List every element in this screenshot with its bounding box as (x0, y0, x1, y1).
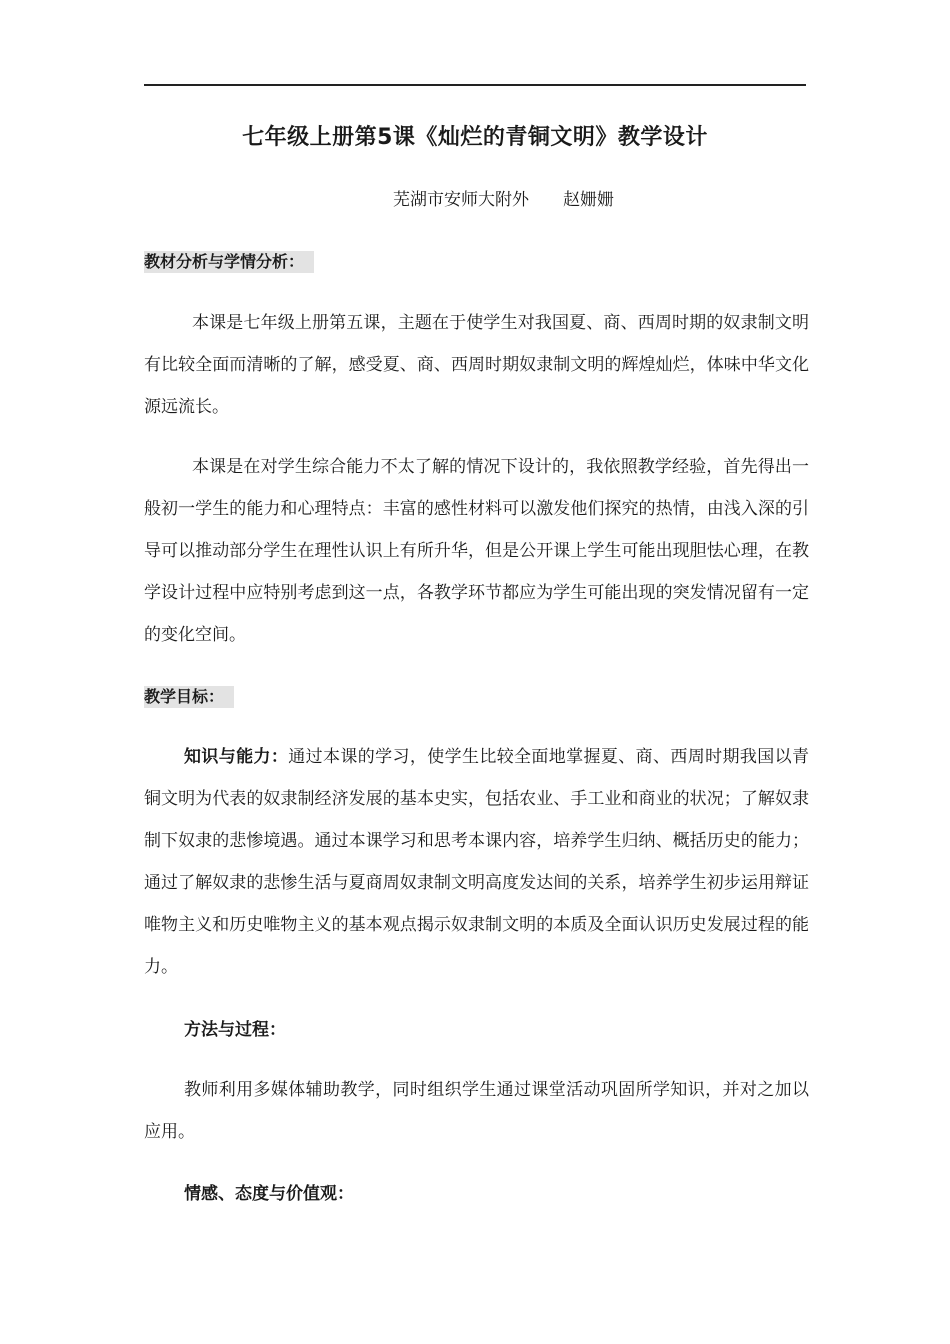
paragraph-analysis-2: 本课是在对学生综合能力不太了解的情况下设计的，我依照教学经验，首先得出一般初一学生的能力和心理特点：丰富的感性材料可以激发他们探究的热情，由浅入深的引导可以推动部分学生在理性认识上有所升华，但是公开课上学生可能出现胆怯心理，在教学设计过程中应特别考虑到这一点，各教学环节都应为学生可能出现的突发情况留有一定的变化空间。 (144, 457, 809, 645)
header-rule (144, 84, 806, 86)
method-label: 方法与过程： (184, 1020, 286, 1040)
paragraph-knowledge (144, 736, 809, 988)
paragraph-analysis-1: 本课是七年级上册第五课，主题在于使学生对我国夏、商、西周时期的奴隶制文明有比较全面而清晰的了解，感受夏、商、西周时期奴隶制文明的辉煌灿烂，体味中华文化源远流长。 (144, 313, 809, 417)
emotion-label: 情感、态度与价值观： (184, 1184, 354, 1204)
author-line: 芜湖市安师大附外 赵姗姗 (393, 190, 614, 210)
document-title: 七年级上册第5课《灿烂的青铜文明》教学设计 (242, 125, 708, 150)
section-heading-analysis: 教材分析与学情分析： (144, 251, 314, 273)
section-heading-objectives: 教学目标： (144, 686, 234, 708)
knowledge-label: 知识与能力： (184, 747, 289, 767)
paragraph-method: 教师利用多媒体辅助教学，同时组织学生通过课堂活动巩固所学知识，并对之加以应用。 (144, 1080, 809, 1142)
knowledge-text: 通过本课的学习，使学生比较全面地掌握夏、商、西周时期我国以青铜文明为代表的奴隶制经济发展的基本史实，包括农业、手工业和商业的状况；了解奴隶制下奴隶的悲惨境遇。通过本课学习和思考本课内容，培养学生归纳、概括历史的能力；通过了解奴隶的悲惨生活与夏商周奴隶制文明高度发达间的关系，培养学生初步运用辩证唯物主义和历史唯物主义的基本观点揭示奴隶制文明的本质及全面认识历史发展过程的能力。 (144, 747, 810, 977)
